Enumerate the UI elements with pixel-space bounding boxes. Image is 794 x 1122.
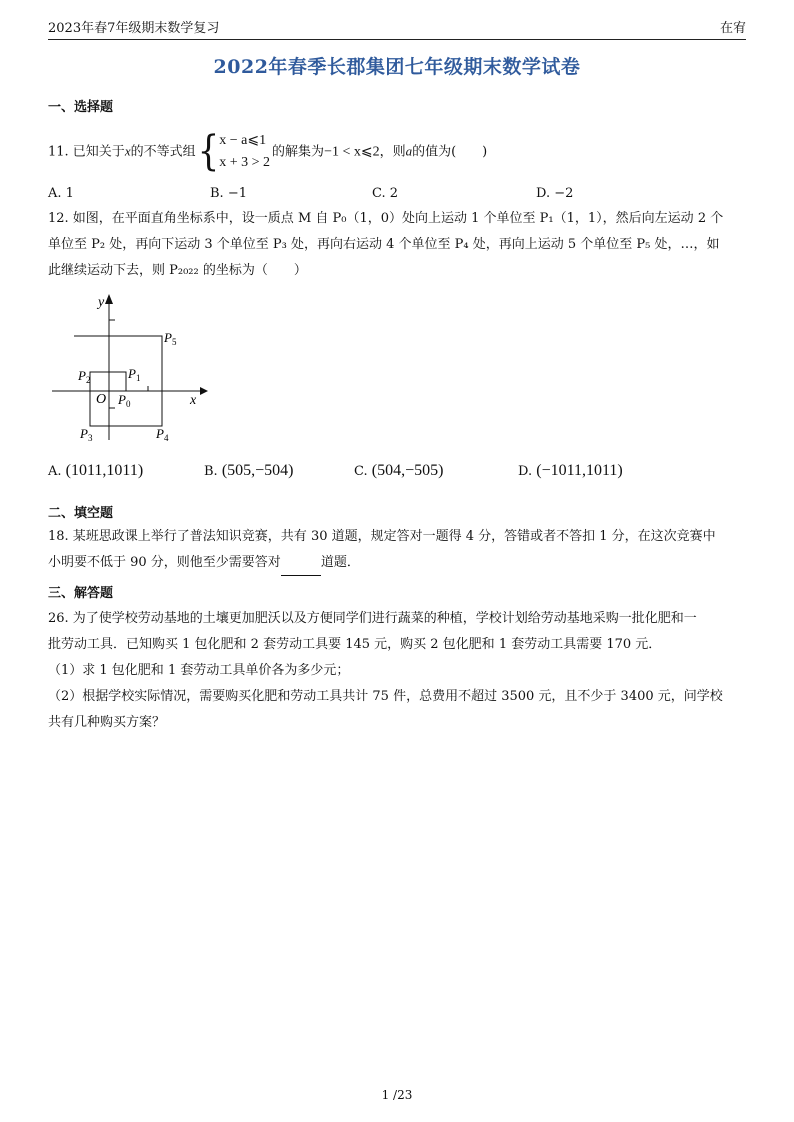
question-26 bbox=[48, 606, 746, 736]
svg-text:P: P bbox=[164, 330, 172, 345]
q11-var-a: a bbox=[405, 143, 413, 159]
q11-option-a: A. 1 bbox=[48, 186, 74, 201]
q12-option-c: C. (504,−505) bbox=[354, 462, 444, 479]
header-right: 在宥 bbox=[719, 21, 746, 36]
q18-line-2: 小明要不低于 90 分，则他至少需要答对 道题． bbox=[48, 550, 746, 576]
svg-text:P: P bbox=[80, 426, 88, 441]
q11-after: 的解集为 bbox=[272, 144, 325, 160]
q26-part-2b: 共有几种购买方案？ bbox=[48, 715, 166, 730]
q12-options bbox=[48, 462, 746, 480]
section-heading-2: 二、填空题 bbox=[48, 506, 114, 521]
svg-text:2: 2 bbox=[86, 375, 91, 385]
q12-option-a: A. (1011,1011) bbox=[48, 462, 144, 479]
svg-text:P: P bbox=[118, 392, 126, 407]
svg-text:0: 0 bbox=[126, 399, 131, 409]
x-label: x bbox=[190, 393, 197, 408]
page-header bbox=[48, 14, 746, 40]
q11-prefix: 11. 已知关于 bbox=[48, 144, 125, 160]
inequality-system: { x − a⩽1 x + 3 > 2 bbox=[197, 128, 271, 176]
y-axis-arrow bbox=[105, 294, 113, 304]
q18-line-1: 18. 某班思政课上举行了普法知识竞赛，共有 30 道题，规定答对一题得 4 分，答错或者不答扣 1 分，在这次竞赛中 bbox=[48, 529, 716, 544]
question-12 bbox=[48, 206, 746, 284]
q12-line-2: 单位至 P₂ 处，再向下运动 3 个单位至 P₃ 处，再向右运动 4 个单位至 P₄ 处，再向上运动 5 个单位至 P₅ 处，…，如 bbox=[48, 237, 720, 252]
svg-text:P: P bbox=[156, 426, 164, 441]
system-line-2: x + 3 > 2 bbox=[219, 155, 271, 170]
q26-line-1: 26. 为了使学校劳动基地的土壤更加肥沃以及方便同学们进行蔬菜的种植，学校计划给劳动基地采购一批化肥和一 bbox=[48, 611, 697, 626]
header-left: 2023年春7年级期末数学复习 bbox=[48, 21, 220, 36]
q26-line-2: 批劳动工具．已知购买 1 包化肥和 2 套劳动工具要 145 元，购买 2 包化肥和 1 套劳动工具需要 170 元． bbox=[48, 637, 662, 652]
origin-label: O bbox=[96, 392, 107, 407]
q12-line-1: 12. 如图，在平面直角坐标系中，设一质点 M 自 P₀（1，0）处向上运动 1 个单位至 P₁（1，1），然后向左运动 2 个 bbox=[48, 211, 724, 226]
q12-option-b: B. (505,−504) bbox=[204, 462, 294, 479]
q11-var-x: x bbox=[124, 143, 131, 159]
q11-mid: 的不等式组 bbox=[130, 144, 196, 160]
svg-text:1: 1 bbox=[136, 373, 141, 383]
svg-text:5: 5 bbox=[172, 337, 177, 347]
section-heading-1: 一、选择题 bbox=[48, 100, 114, 115]
label-p2 bbox=[77, 368, 91, 385]
section-heading-3: 三、解答题 bbox=[48, 586, 114, 601]
label-p3 bbox=[79, 426, 93, 443]
q26-part-1: （1）求 1 包化肥和 1 套劳动工具单价各为多少元； bbox=[48, 663, 350, 678]
q12-line-3: 此继续运动下去，则 P₂₀₂₂ 的坐标为（ ） bbox=[48, 263, 307, 278]
page-number: 1 /23 bbox=[381, 1088, 413, 1102]
question-18 bbox=[48, 524, 746, 576]
q11-option-b: B. −1 bbox=[210, 186, 247, 201]
q11-options bbox=[48, 186, 746, 201]
answer-blank bbox=[281, 561, 321, 576]
coordinate-figure bbox=[48, 290, 218, 450]
q11-range: −1 < x⩽2 bbox=[324, 144, 380, 160]
x-axis-arrow bbox=[200, 387, 208, 395]
q12-option-d: D. (−1011,1011) bbox=[518, 462, 623, 479]
label-p1 bbox=[127, 366, 141, 383]
q11-option-c: C. 2 bbox=[372, 186, 399, 201]
page-title: 2022年春季长郡集团七年级期末数学试卷 bbox=[213, 56, 581, 78]
q11-option-d: D. −2 bbox=[536, 186, 574, 201]
label-p0 bbox=[117, 392, 131, 409]
label-p4 bbox=[155, 426, 169, 443]
label-p5 bbox=[163, 330, 177, 347]
svg-text:4: 4 bbox=[164, 433, 169, 443]
system-line-1: x − a⩽1 bbox=[219, 133, 267, 148]
svg-text:3: 3 bbox=[88, 433, 93, 443]
q26-part-2a: （2）根据学校实际情况，需要购买化肥和劳动工具共计 75 件，总费用不超过 3500 元，且不少于 3400 元，问学校 bbox=[48, 689, 723, 704]
svg-text:P: P bbox=[78, 368, 86, 383]
q11-end: 的值为( ) bbox=[412, 144, 488, 160]
question-11 bbox=[48, 130, 746, 174]
q11-comma: ，则 bbox=[379, 144, 406, 160]
y-label: y bbox=[98, 295, 105, 310]
svg-text:P: P bbox=[128, 366, 136, 381]
